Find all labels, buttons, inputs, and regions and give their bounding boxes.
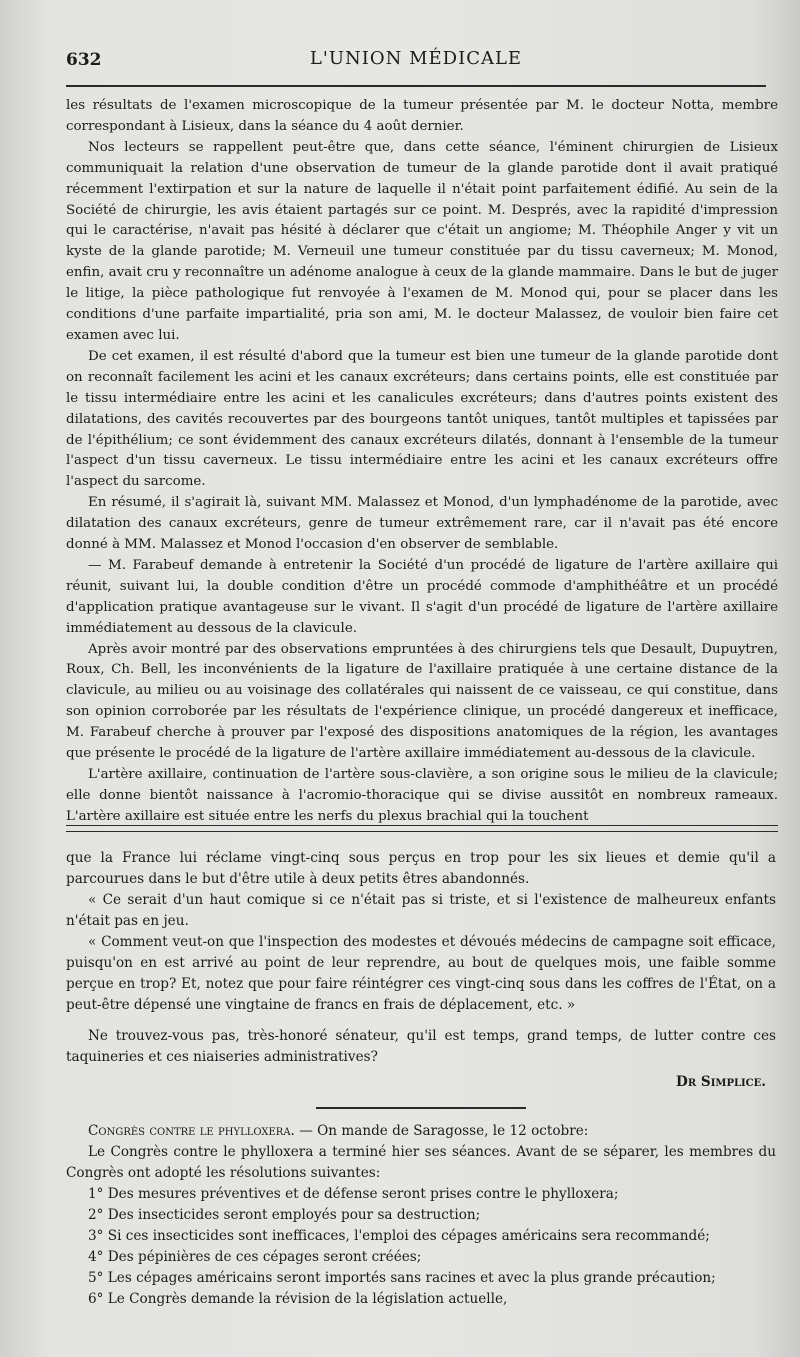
signature: Dr Simplice. (676, 1074, 766, 1090)
list-item: 6° Le Congrès demande la révision de la législation actuelle, (88, 1291, 508, 1307)
header-rule (66, 85, 766, 87)
paragraph: De cet examen, il est résulté d'abord que la tumeur est bien une tumeur de la glande parotide dont on reconnaît facilement les acini et les canaux excréteurs; dans certains points, elle est constituée par le tissu intermédiaire entre les acini et les canalicules excréteurs; dans d'autres points existent des dilatations, des cavités recouvertes par des bourgeons tantôt uniques, tantôt multiples et tapissées par de l'épithélium; ce sont évidemment des canaux excréteurs dilatés, donnant à l'ensemble de la tumeur l'aspect d'un tissu caverneux. Le tissu intermédiaire entre les acini et les canaux excréteurs offre l'aspect du sarcome. (66, 348, 778, 490)
section-rule (66, 831, 778, 832)
page-number: 632 (66, 50, 102, 70)
list-item: 4° Des pépinières de ces cépages seront créées; (88, 1249, 422, 1265)
journal-title: L'UNION MÉDICALE (309, 48, 523, 69)
feuilleton-section (66, 848, 776, 1310)
news-dateline: — On mande de Saragosse, le 12 octobre: (294, 1123, 589, 1139)
paragraph: Ne trouvez-vous pas, très-honoré sénateur, qu'il est temps, grand temps, de lutter contre ces taquineries et ces niaiseries administratives? (66, 1028, 776, 1065)
paragraph: que la France lui réclame vingt-cinq sous perçus en trop pour les six lieues et demie qu'il a parcourues dans le but d'être utile à deux petits êtres abandonnés. (66, 850, 776, 887)
news-item-heading-line (66, 1121, 776, 1142)
section-rule (66, 825, 778, 826)
paragraph: — M. Farabeuf demande à entretenir la Société d'un procédé de ligature de l'artère axillaire qui réunit, suivant lui, la double condition d'être un procédé commode d'amphithéâtre et un procédé d'application pratique avantageuse sur le vivant. Il s'agit d'un procédé de ligature de l'artère axillaire immédiatement au dessous de la clavicule. (66, 557, 778, 636)
paragraph: L'artère axillaire, continuation de l'artère sous-clavière, a son origine sous le milieu de la clavicule; elle donne bientôt naissance à l'acromio-thoracique qui se divise aussitôt en nombreux rameaux. L'artère axillaire est située entre les nerfs du plexus brachial qui la touchent (66, 767, 778, 824)
list-item: 2° Des insecticides seront employés pour sa destruction; (88, 1207, 481, 1223)
resolutions-list (66, 1184, 776, 1310)
list-item: 5° Les cépages américains seront importés sans racines et avec la plus grande précaution; (88, 1270, 716, 1286)
paragraph: Après avoir montré par des observations empruntées à des chirurgiens tels que Desault, Dupuytren, Roux, Ch. Bell, les inconvénients de la ligature de l'axillaire pratiquée à une certaine distance de la clavicule, au milieu ou au voisinage des collatérales qui naissent de ce vaisseau, ce qui constitue, dans son opinion corroborée par les résultats de l'expérience clinique, un procédé dangereux et inefficace, M. Farabeuf cherche à prouver par l'exposé des dispositions anatomiques de la région, les avantages que présente le procédé de la ligature de l'artère axillaire immédiatement au-dessous de la clavicule. (66, 641, 778, 762)
paragraph: Le Congrès contre le phylloxera a terminé hier ses séances. Avant de se séparer, les membres du Congrès ont adopté les résolutions suivantes: (66, 1144, 776, 1181)
news-heading: Congrès contre le phylloxera. (88, 1123, 295, 1139)
paragraph: Nos lecteurs se rappellent peut-être que, dans cette séance, l'éminent chirurgien de Lisieux communiquait la relation d'une observation de tumeur de la glande parotide dont il avait pratiqué récemment l'extirpation et sur la nature de laquelle il n'était point parfaitement édifié. Au sein de la Société de chirurgie, les avis étaient partagés sur ce point. M. Després, avec la rapidité d'impression qui le caractérise, n'avait pas hésité à déclarer que c'était un angiome; M. Théophile Anger y vit un kyste de la glande parotide; M. Verneuil une tumeur constituée par du tissu caverneux; M. Monod, enfin, avait cru y reconnaître un adénome analogue à ceux de la glande mammaire. Dans le but de juger le litige, la pièce pathologique fut renvoyée à l'examen de M. Monod qui, pour se placer dans les conditions d'une parfaite impartialité, pria son ami, M. le docteur Malassez, de vouloir bien faire cet examen avec lui. (66, 139, 778, 343)
list-item: 3° Si ces insecticides sont inefficaces, l'emploi des cépages américains sera recommandé; (88, 1228, 710, 1244)
paragraph: En résumé, il s'agirait là, suivant MM. Malassez et Monod, d'un lymphadénome de la parotide, avec dilatation des canaux excréteurs, genre de tumeur extrêmement rare, car il n'avait pas été encore donné à MM. Malassez et Monod l'occasion d'en observer de semblable. (66, 495, 778, 553)
paragraph: « Comment veut-on que l'inspection des modestes et dévoués médecins de campagne soit efficace, puisqu'on en est arrivé au point de leur reprendre, au bout de quelques mois, une faible somme perçue en trop? Et, notez que pour faire réintégrer ces vingt-cinq sous dans les coffres de l'État, on a peut-être dépensé une vingtaine de francs en frais de déplacement, etc. » (66, 934, 776, 1013)
spacer (66, 1016, 776, 1026)
paragraph: « Ce serait d'un haut comique si ce n'était pas si triste, et si l'existence de malheureux enfants n'était pas en jeu. (66, 892, 776, 929)
page-header (66, 48, 766, 74)
list-item: 1° Des mesures préventives et de défense seront prises contre le phylloxera; (88, 1186, 619, 1202)
separator-rule (316, 1107, 526, 1109)
upper-article (66, 96, 778, 828)
paragraph: les résultats de l'examen microscopique de la tumeur présentée par M. le docteur Notta, membre correspondant à Lisieux, dans la séance du 4 août dernier. (66, 98, 778, 134)
